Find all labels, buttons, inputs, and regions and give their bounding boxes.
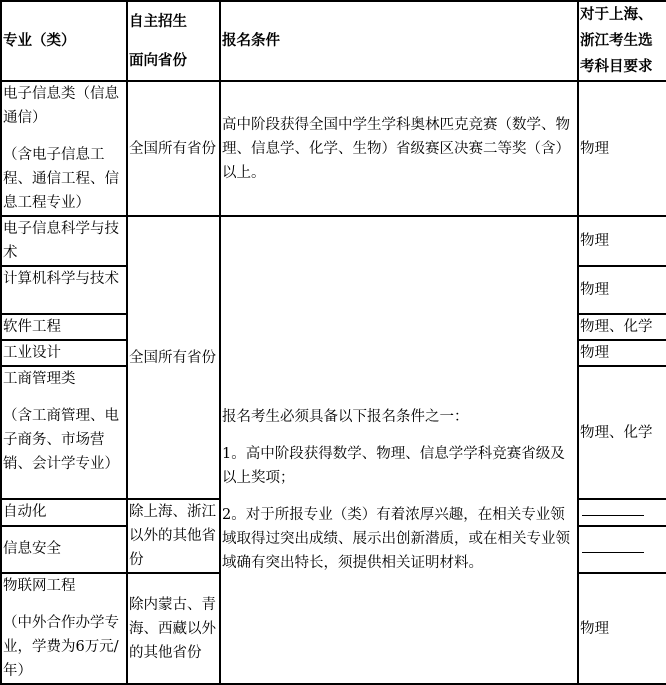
subjects-cell: 物理、化学: [578, 314, 666, 340]
major-name: 电子信息类（信息通信）: [3, 86, 119, 126]
subjects-cell: 物理: [578, 216, 666, 266]
header-row: [1, 1, 666, 81]
major-cell: [1, 366, 127, 499]
major-note: （含工商管理、电子商务、市场营销、会计学专业）: [3, 408, 119, 472]
subjects-cell: 物理: [578, 573, 666, 684]
subjects-cell: 物理: [578, 81, 666, 216]
subjects-cell: [578, 526, 666, 573]
conditions-item-1: 1。高中阶段获得数学、物理、信息学学科竞赛省级及以上奖项；: [222, 446, 565, 486]
subjects-cell: [578, 499, 666, 526]
header-conditions: 报名条件: [220, 1, 578, 81]
major-note: （中外合作办学专业，学费为6万元/年）: [3, 615, 119, 679]
major-cell: 自动化: [1, 499, 127, 526]
table-row: [1, 81, 666, 216]
major-cell: [1, 573, 127, 684]
major-cell: 信息安全: [1, 526, 127, 573]
major-cell: 软件工程: [1, 314, 127, 340]
subjects-cell: 物理: [578, 266, 666, 314]
conditions-intro: 报名考生必须具备以下报名条件之一：: [222, 409, 469, 425]
region-cell: 全国所有省份: [127, 81, 220, 216]
subjects-cell: 物理、化学: [578, 366, 666, 499]
major-cell: [1, 81, 127, 216]
major-cell: 电子信息科学与技术: [1, 216, 127, 266]
conditions-cell: [220, 216, 578, 684]
header-major: 专业（类）: [1, 1, 127, 81]
conditions-cell: 高中阶段获得全国中学生学科奥林匹克竞赛（数学、物理、信息学、化学、生物）省级赛区决赛二等奖（含）以上。: [220, 81, 578, 216]
major-name: 物联网工程: [3, 578, 76, 594]
not-applicable-dash: [582, 542, 644, 553]
region-cell: 除内蒙古、青海、西藏以外的其他省份: [127, 573, 220, 684]
region-cell: 全国所有省份: [127, 216, 220, 499]
major-cell: 计算机科学与技术: [1, 266, 127, 314]
header-region-line1: 自主招生: [129, 12, 187, 30]
conditions-item-2: 2。对于所报专业（类）有着浓厚兴趣，在相关专业领域取得过突出成绩、展示出创新潜质，或在相关专业领域确有突出特长，须提供相关证明材料。: [222, 507, 570, 571]
table-row: [1, 216, 666, 266]
not-applicable-dash: [582, 505, 644, 516]
header-region-line2: 面向省份: [129, 51, 187, 69]
subjects-cell: 物理: [578, 340, 666, 366]
region-cell: 除上海、浙江以外的其他省份: [127, 499, 220, 573]
major-cell: 工业设计: [1, 340, 127, 366]
header-region: [127, 1, 220, 81]
major-note: （含电子信息工程、通信工程、信息工程专业）: [3, 147, 119, 211]
major-name: 工商管理类: [3, 371, 76, 387]
header-subjects: 对于上海、浙江考生选考科目要求: [578, 1, 666, 81]
